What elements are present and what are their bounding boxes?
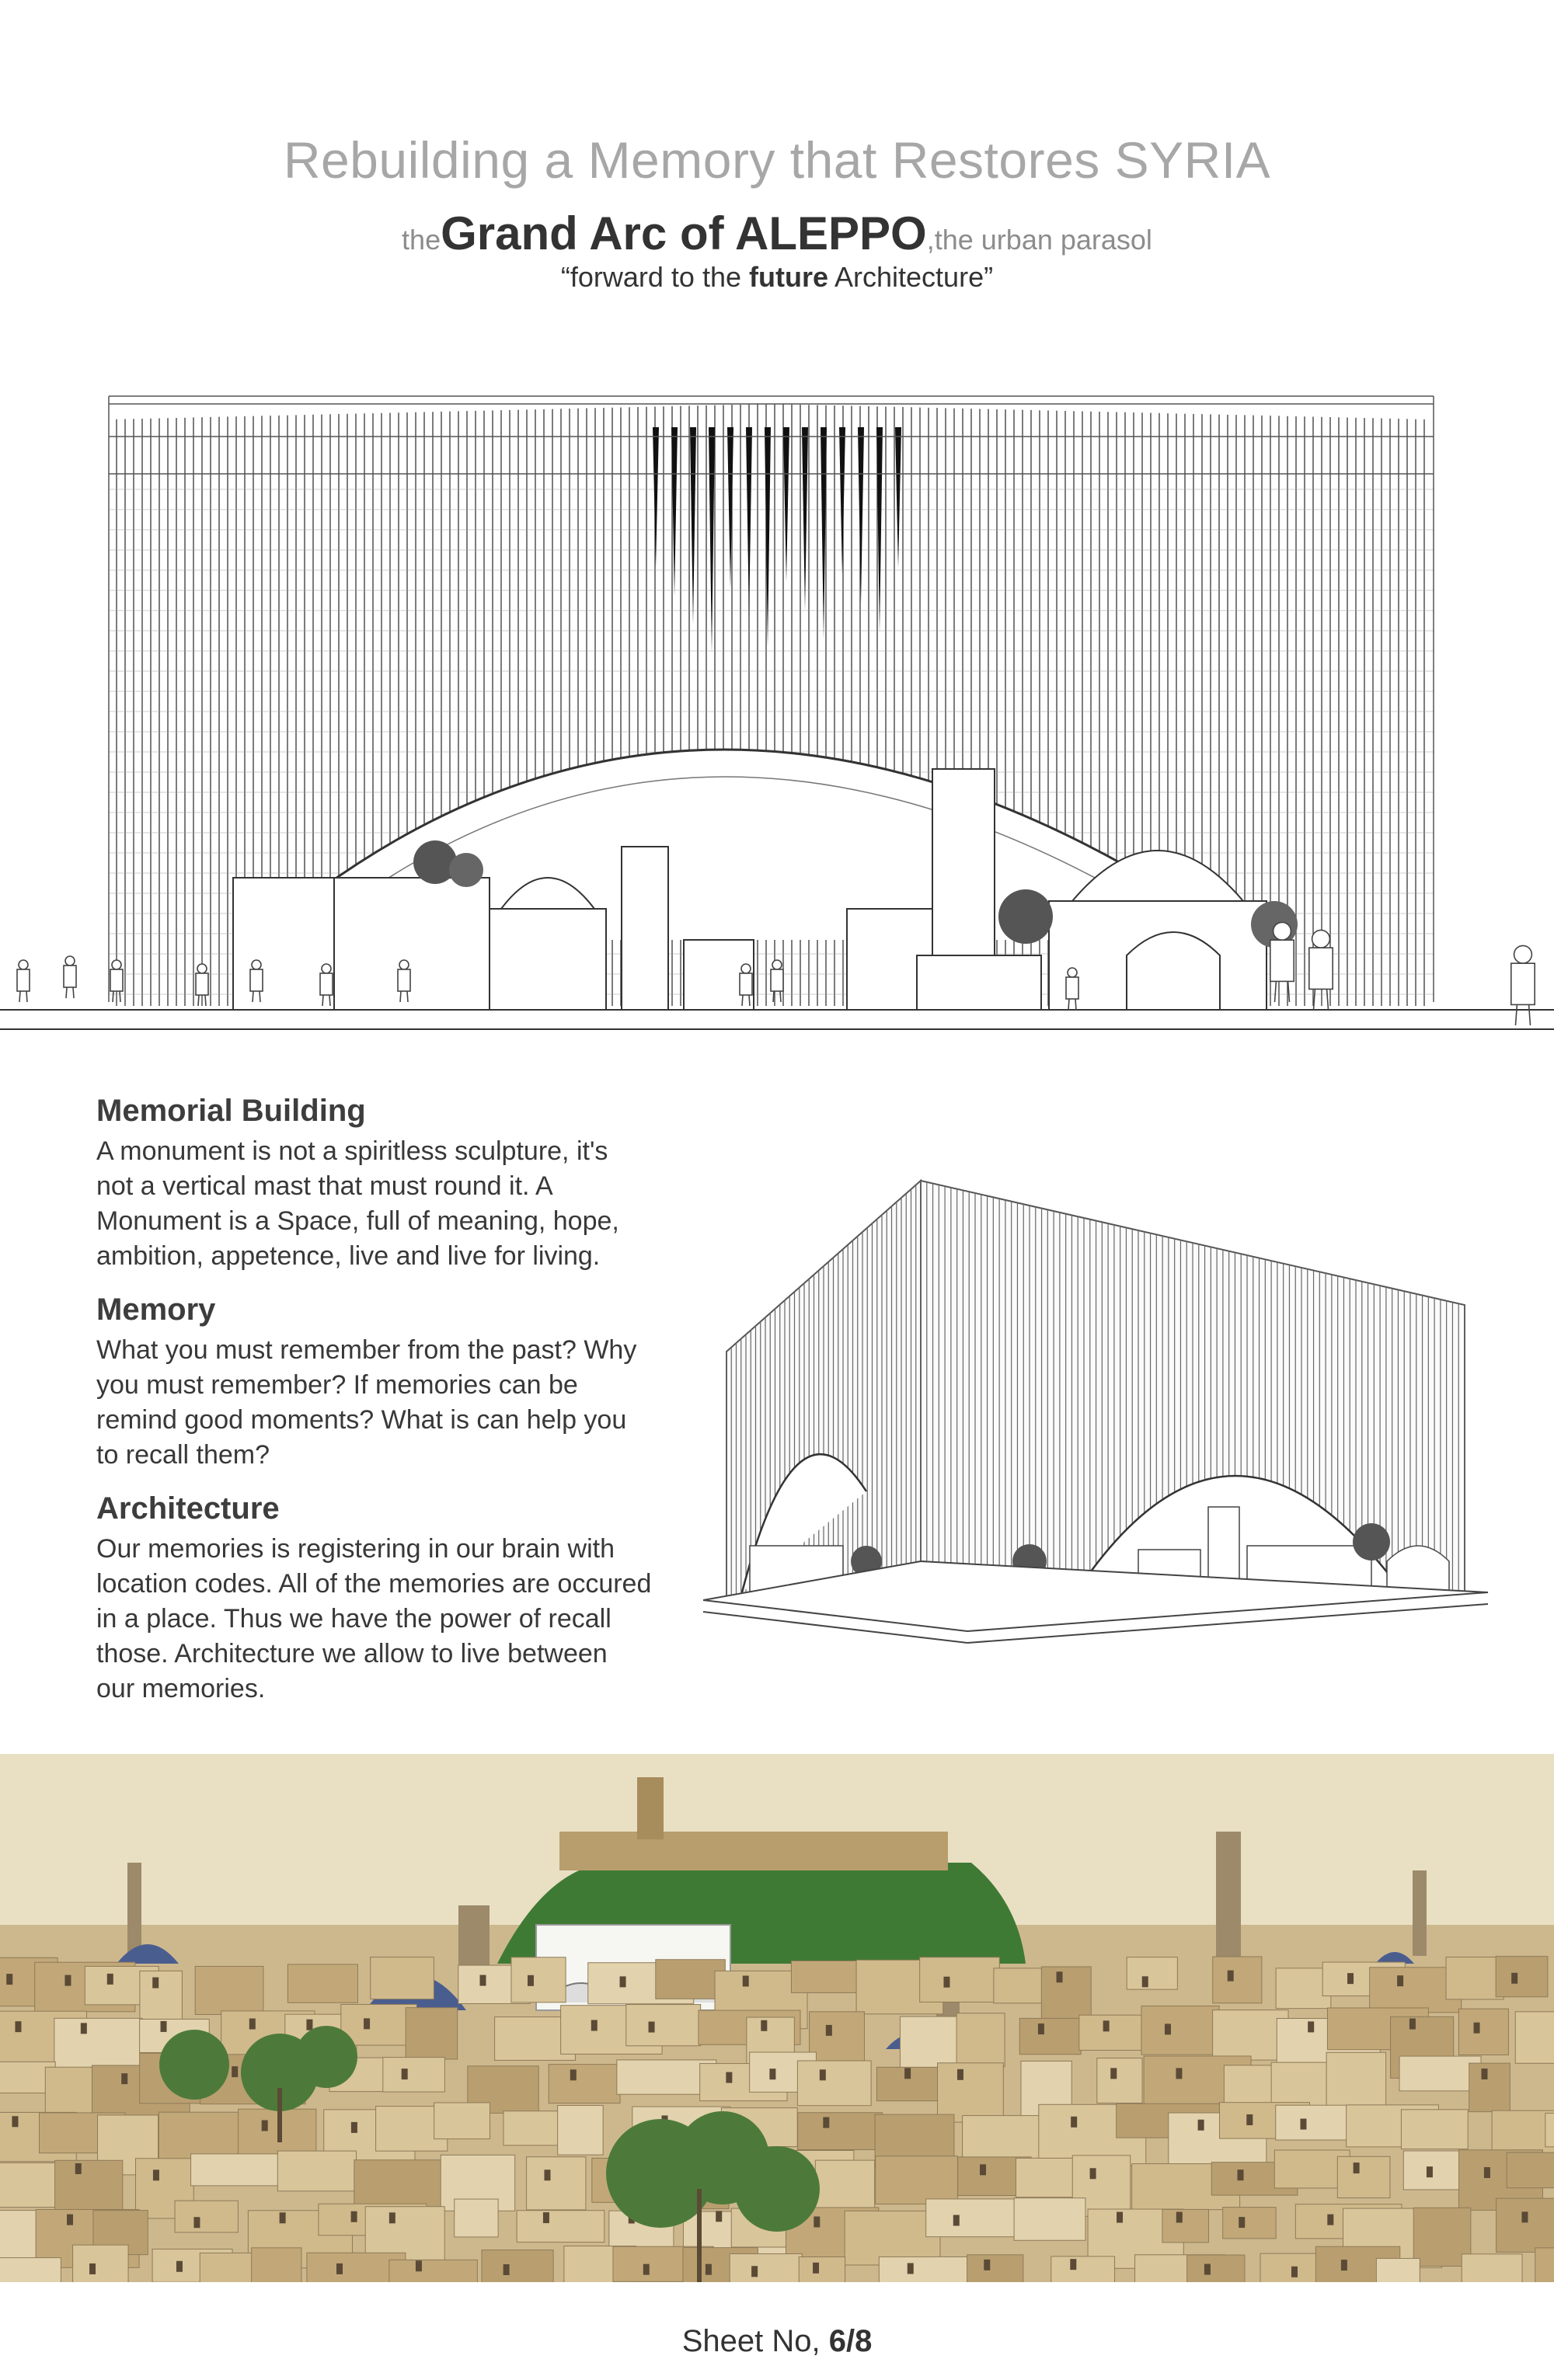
project-motto bbox=[0, 261, 1554, 294]
project-subtitle bbox=[0, 207, 1554, 260]
section-body: Our memories is registering in our brain with location codes. All of the memories are occured in a place. Thus we have the power of recall those. Architecture we allow to live between our memories. bbox=[96, 1534, 652, 1703]
perspective-drawing bbox=[703, 1126, 1496, 1655]
page-title: Rebuilding a Memory that Restores SYRIA bbox=[283, 131, 1271, 189]
motto-close: Architecture” bbox=[828, 261, 994, 293]
elevation-dark-core bbox=[653, 427, 901, 653]
subtitle-prefix: the bbox=[402, 224, 441, 256]
citadel-walls bbox=[559, 1832, 948, 1870]
motto-open: “forward to the bbox=[560, 261, 749, 293]
text-column bbox=[96, 1092, 652, 1724]
section-body: A monument is not a spiritless sculpture, it's not a vertical mast that must round it. A Monument is a Space, full of meaning, hope, ambition, appetence, live and live for living. bbox=[96, 1136, 619, 1271]
section-memory bbox=[96, 1291, 652, 1473]
sheet-label: Sheet No, bbox=[681, 2324, 829, 2358]
elevation-drawing bbox=[0, 381, 1554, 1119]
elevation-ground bbox=[0, 1010, 1554, 1029]
section-architecture bbox=[96, 1490, 652, 1707]
sheet-value: 6/8 bbox=[828, 2324, 873, 2358]
section-heading: Memorial Building bbox=[96, 1094, 366, 1128]
motto-bold: future bbox=[749, 261, 828, 293]
section-heading: Architecture bbox=[96, 1491, 280, 1526]
subtitle-main: Grand Arc of ALEPPO bbox=[441, 207, 927, 259]
sheet-number bbox=[0, 2324, 1554, 2359]
section-body: What you must remember from the past? Why you must remember? If memories can be remind good moments? What is can help you to recall them? bbox=[96, 1335, 637, 1470]
section-memorial-building bbox=[96, 1092, 652, 1274]
subtitle-suffix: ,the urban parasol bbox=[926, 224, 1152, 256]
section-heading: Memory bbox=[96, 1293, 216, 1327]
aleppo-cityscape-painting bbox=[0, 1754, 1554, 2282]
